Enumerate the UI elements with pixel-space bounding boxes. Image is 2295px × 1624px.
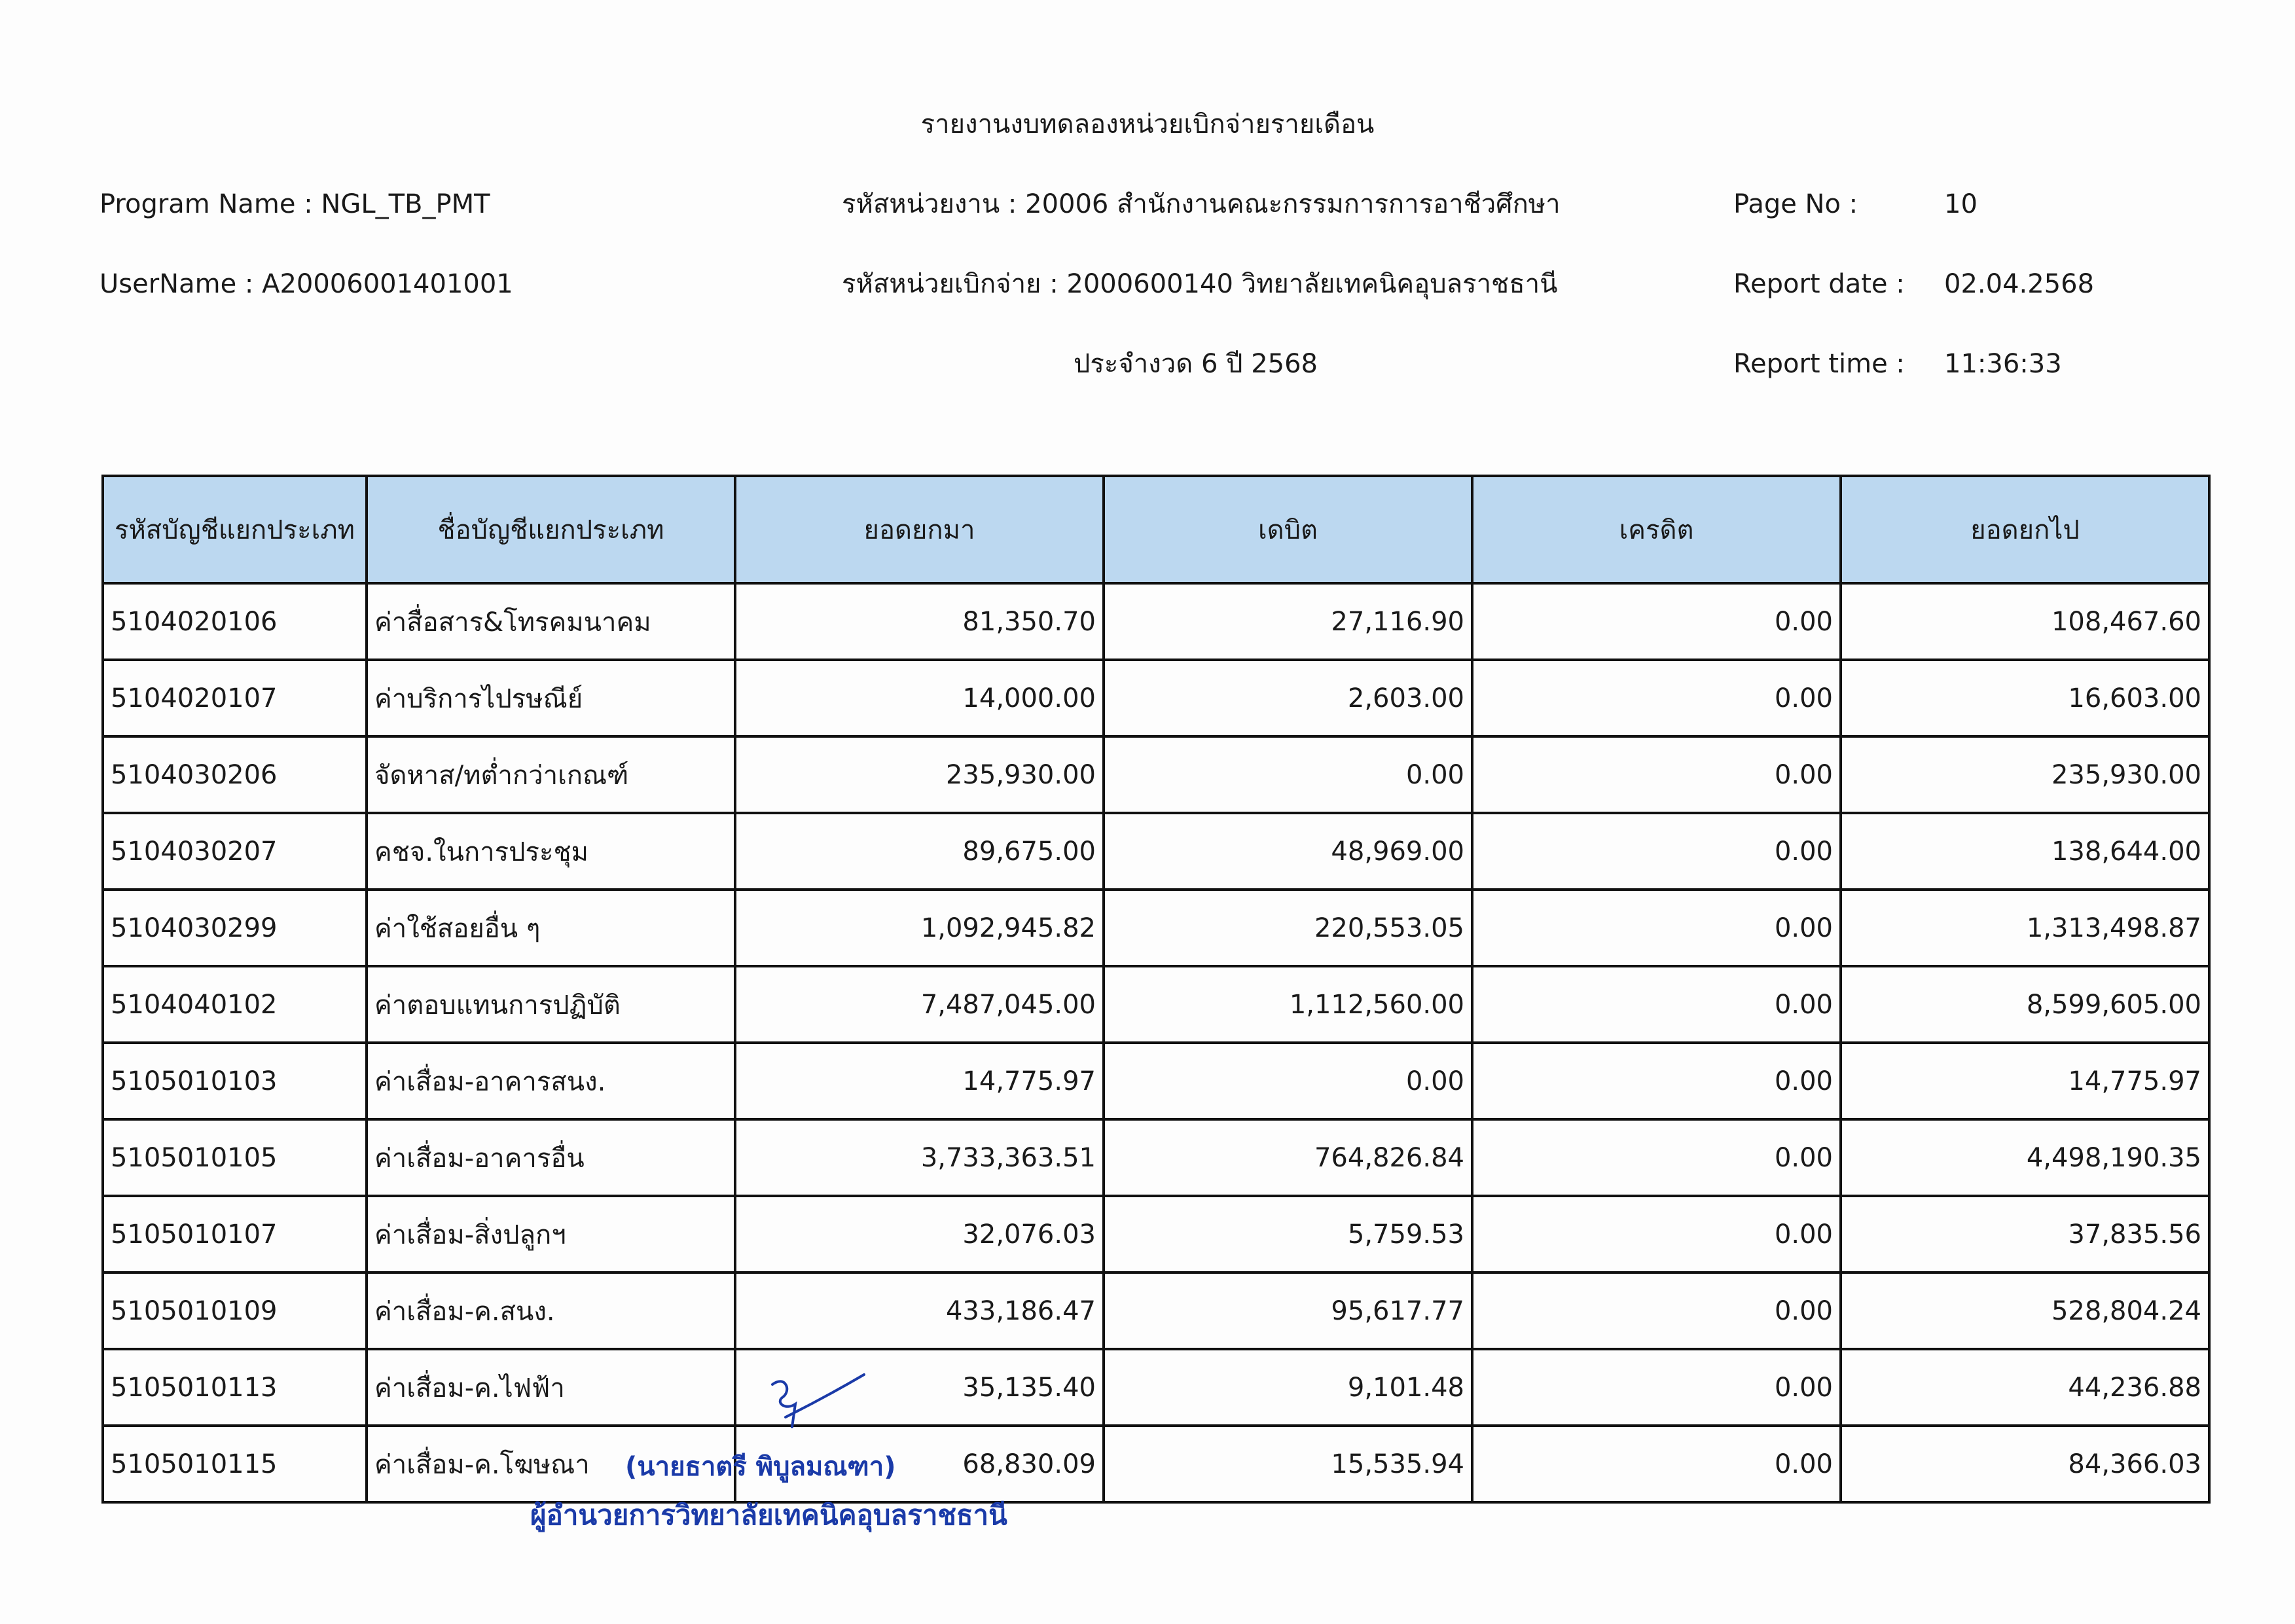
table-row <box>103 660 2209 736</box>
cell-account-name: ค่าบริการไปรษณีย์ <box>367 660 735 736</box>
table-row <box>103 890 2209 966</box>
cell-credit: 0.00 <box>1472 1272 1841 1349</box>
cell-debit: 48,969.00 <box>1104 813 1472 890</box>
cell-account-code: 5105010103 <box>103 1043 367 1119</box>
cell-opening-balance: 14,000.00 <box>735 660 1104 736</box>
cell-account-code: 5104020107 <box>103 660 367 736</box>
cell-opening-balance: 81,350.70 <box>735 583 1104 660</box>
cell-closing-balance: 14,775.97 <box>1841 1043 2209 1119</box>
table-header-row <box>103 476 2209 583</box>
table-row <box>103 1196 2209 1272</box>
disbursement-unit-code: รหัสหน่วยเบิกจ่าย : 2000600140 วิทยาลัยเทคนิคอุบลราชธานี <box>842 269 1558 299</box>
table-row <box>103 1349 2209 1426</box>
cell-account-code: 5104040102 <box>103 966 367 1043</box>
table-row <box>103 583 2209 660</box>
cell-closing-balance: 1,313,498.87 <box>1841 890 2209 966</box>
cell-account-code: 5105010105 <box>103 1119 367 1196</box>
cell-account-code: 5105010115 <box>103 1426 367 1502</box>
cell-credit: 0.00 <box>1472 1349 1841 1426</box>
cell-debit: 764,826.84 <box>1104 1119 1472 1196</box>
cell-credit: 0.00 <box>1472 890 1841 966</box>
cell-account-name: ค่าสื่อสาร&โทรคมนาคม <box>367 583 735 660</box>
cell-account-code: 5104020106 <box>103 583 367 660</box>
header-credit: เครดิต <box>1472 476 1841 583</box>
cell-opening-balance: 433,186.47 <box>735 1272 1104 1349</box>
table-row <box>103 966 2209 1043</box>
cell-account-code: 5105010107 <box>103 1196 367 1272</box>
cell-opening-balance: 14,775.97 <box>735 1043 1104 1119</box>
table-row <box>103 1426 2209 1502</box>
cell-credit: 0.00 <box>1472 1196 1841 1272</box>
cell-debit: 27,116.90 <box>1104 583 1472 660</box>
cell-account-code: 5105010113 <box>103 1349 367 1426</box>
cell-account-code: 5104030299 <box>103 890 367 966</box>
cell-credit: 0.00 <box>1472 660 1841 736</box>
cell-closing-balance: 37,835.56 <box>1841 1196 2209 1272</box>
cell-opening-balance: 7,487,045.00 <box>735 966 1104 1043</box>
page-no-label: Page No : <box>1733 189 1858 219</box>
cell-account-name: ค่าตอบแทนการปฏิบัติ <box>367 966 735 1043</box>
cell-account-name: คชจ.ในการประชุม <box>367 813 735 890</box>
cell-account-code: 5105010109 <box>103 1272 367 1349</box>
trial-balance-table <box>101 475 2211 1504</box>
cell-debit: 1,112,560.00 <box>1104 966 1472 1043</box>
cell-credit: 0.00 <box>1472 1043 1841 1119</box>
cell-closing-balance: 16,603.00 <box>1841 660 2209 736</box>
header-account-name: ชื่อบัญชีแยกประเภท <box>367 476 735 583</box>
cell-opening-balance: 1,092,945.82 <box>735 890 1104 966</box>
cell-debit: 0.00 <box>1104 736 1472 813</box>
report-date-label: Report date : <box>1733 269 1905 299</box>
cell-closing-balance: 108,467.60 <box>1841 583 2209 660</box>
cell-credit: 0.00 <box>1472 966 1841 1043</box>
cell-opening-balance: 35,135.40 <box>735 1349 1104 1426</box>
signer-name: (นายธาตรี พิบูลมณฑา) <box>625 1452 896 1482</box>
cell-account-name: ค่าเสื่อม-ค.สนง. <box>367 1272 735 1349</box>
cell-closing-balance: 4,498,190.35 <box>1841 1119 2209 1196</box>
header-account-code: รหัสบัญชีแยกประเภท <box>103 476 367 583</box>
cell-credit: 0.00 <box>1472 813 1841 890</box>
signer-title: ผู้อำนวยการวิทยาลัยเทคนิคอุบลราชธานี <box>530 1499 1007 1531</box>
cell-debit: 95,617.77 <box>1104 1272 1472 1349</box>
report-period: ประจำงวด 6 ปี 2568 <box>1074 349 1318 379</box>
cell-closing-balance: 84,366.03 <box>1841 1426 2209 1502</box>
table-row <box>103 736 2209 813</box>
cell-closing-balance: 528,804.24 <box>1841 1272 2209 1349</box>
cell-closing-balance: 8,599,605.00 <box>1841 966 2209 1043</box>
cell-account-name: จัดหาส/ทต่ำกว่าเกณฑ์ <box>367 736 735 813</box>
cell-opening-balance: 68,830.09 <box>735 1426 1104 1502</box>
cell-account-code: 5104030206 <box>103 736 367 813</box>
report-title: รายงานงบทดลองหน่วยเบิกจ่ายรายเดือน <box>920 109 1375 139</box>
cell-debit: 15,535.94 <box>1104 1426 1472 1502</box>
table-row <box>103 1119 2209 1196</box>
cell-debit: 0.00 <box>1104 1043 1472 1119</box>
cell-closing-balance: 44,236.88 <box>1841 1349 2209 1426</box>
header-opening-balance: ยอดยกมา <box>735 476 1104 583</box>
cell-account-name: ค่าใช้สอยอื่น ๆ <box>367 890 735 966</box>
user-name: UserName : A20006001401001 <box>99 269 513 299</box>
report-time-label: Report time : <box>1733 349 1905 379</box>
report-date-value: 02.04.2568 <box>1944 269 2095 299</box>
table-row <box>103 1272 2209 1349</box>
cell-debit: 2,603.00 <box>1104 660 1472 736</box>
cell-account-name: ค่าเสื่อม-ค.โฆษณา <box>367 1426 735 1502</box>
cell-debit: 220,553.05 <box>1104 890 1472 966</box>
handwritten-signature <box>766 1371 871 1437</box>
program-name: Program Name : NGL_TB_PMT <box>99 189 490 219</box>
cell-account-name: ค่าเสื่อม-สิ่งปลูกฯ <box>367 1196 735 1272</box>
cell-closing-balance: 235,930.00 <box>1841 736 2209 813</box>
cell-opening-balance: 89,675.00 <box>735 813 1104 890</box>
cell-debit: 5,759.53 <box>1104 1196 1472 1272</box>
page-no-value: 10 <box>1944 189 1978 219</box>
header-closing-balance: ยอดยกไป <box>1841 476 2209 583</box>
table-body <box>103 583 2209 1502</box>
header-debit: เดบิต <box>1104 476 1472 583</box>
cell-closing-balance: 138,644.00 <box>1841 813 2209 890</box>
cell-credit: 0.00 <box>1472 736 1841 813</box>
cell-account-name: ค่าเสื่อม-อาคารอื่น <box>367 1119 735 1196</box>
cell-opening-balance: 235,930.00 <box>735 736 1104 813</box>
cell-credit: 0.00 <box>1472 583 1841 660</box>
cell-account-name: ค่าเสื่อม-อาคารสนง. <box>367 1043 735 1119</box>
cell-account-name: ค่าเสื่อม-ค.ไฟฟ้า <box>367 1349 735 1426</box>
cell-debit: 9,101.48 <box>1104 1349 1472 1426</box>
report-time-value: 11:36:33 <box>1944 349 2062 379</box>
cell-account-code: 5104030207 <box>103 813 367 890</box>
table-row <box>103 1043 2209 1119</box>
cell-opening-balance: 3,733,363.51 <box>735 1119 1104 1196</box>
table-row <box>103 813 2209 890</box>
cell-opening-balance: 32,076.03 <box>735 1196 1104 1272</box>
agency-code: รหัสหน่วยงาน : 20006 สำนักงานคณะกรรมการการอาชีวศึกษา <box>842 189 1561 219</box>
cell-credit: 0.00 <box>1472 1426 1841 1502</box>
cell-credit: 0.00 <box>1472 1119 1841 1196</box>
